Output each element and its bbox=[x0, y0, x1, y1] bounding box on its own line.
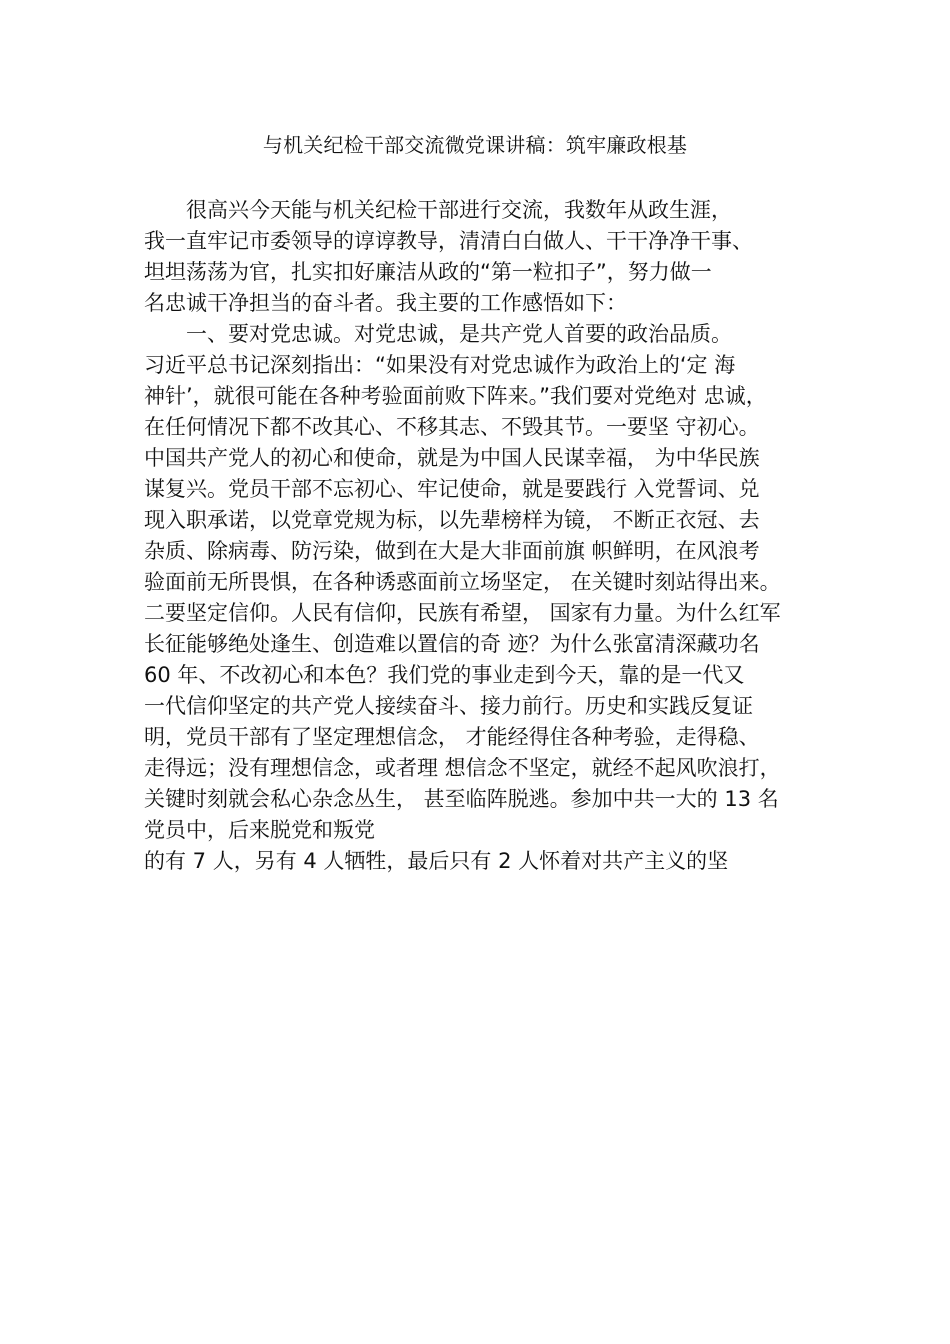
body-line: 二要坚定信仰。人民有信仰，民族有希望， 国家有力量。为什么红军 bbox=[144, 601, 781, 625]
body-line: 验面前无所畏惧，在各种诱惑面前立场坚定， 在关键时刻站得出来。 bbox=[144, 570, 781, 594]
body-line: 明，党员干部有了坚定理想信念， 才能经得住各种考验，走得稳、 bbox=[144, 725, 760, 749]
document-title: 与机关纪检干部交流微党课讲稿：筑牢廉政根基 bbox=[262, 133, 688, 157]
body-line: 杂质、除病毒、防污染，做到在大是大非面前旗 帜鲜明，在风浪考 bbox=[144, 539, 760, 563]
body-line: 神针’，就很可能在各种考验面前败下阵来。”我们要对党绝对 忠诚， bbox=[144, 384, 767, 408]
body-line: 一代信仰坚定的共产党人接续奋斗、接力前行。历史和实践反复证 bbox=[144, 694, 753, 718]
body-line: 60 年、不改初心和本色？我们党的事业走到今天，靠的是一代又 bbox=[144, 663, 745, 687]
body-line: 现入职承诺，以党章党规为标，以先辈榜样为镜， 不断正衣冠、去 bbox=[144, 508, 760, 532]
body-line: 一、要对党忠诚。对党忠诚，是共产党人首要的政治品质。 bbox=[144, 322, 732, 346]
body-line: 长征能够绝处逢生、创造难以置信的奇 迹？为什么张富清深藏功名 bbox=[144, 632, 760, 656]
body-line: 党员中，后来脱党和叛党 bbox=[144, 818, 375, 842]
body-line: 的有 7 人，另有 4 人牺牲，最后只有 2 人怀着对共产主义的坚 bbox=[144, 849, 729, 873]
body-line: 名忠诚干净担当的奋斗者。我主要的工作感悟如下： bbox=[144, 291, 627, 315]
body-line: 关键时刻就会私心杂念丛生， 甚至临阵脱逃。参加中共一大的 13 名 bbox=[144, 787, 779, 811]
body-line: 我一直牢记市委领导的谆谆教导，清清白白做人、干干净净干事、 bbox=[144, 229, 753, 253]
body-line: 中国共产党人的初心和使命，就是为中国人民谋幸福， 为中华民族 bbox=[144, 446, 760, 470]
body-line: 走得远；没有理想信念，或者理 想信念不坚定，就经不起风吹浪打， bbox=[144, 756, 781, 780]
body-line: 坦坦荡荡为官，扎实扣好廉洁从政的“第一粒扣子”，努力做一 bbox=[144, 260, 712, 284]
document-body bbox=[144, 195, 824, 877]
body-line: 习近平总书记深刻指出：“如果没有对党忠诚作为政治上的‘定 海 bbox=[144, 353, 736, 377]
body-line: 很高兴今天能与机关纪检干部进行交流，我数年从政生涯， bbox=[144, 198, 732, 222]
body-line: 谋复兴。党员干部不忘初心、牢记使命，就是要践行 入党誓词、兑 bbox=[144, 477, 760, 501]
body-line: 在任何情况下都不改其心、不移其志、不毁其节。一要坚 守初心。 bbox=[144, 415, 760, 439]
